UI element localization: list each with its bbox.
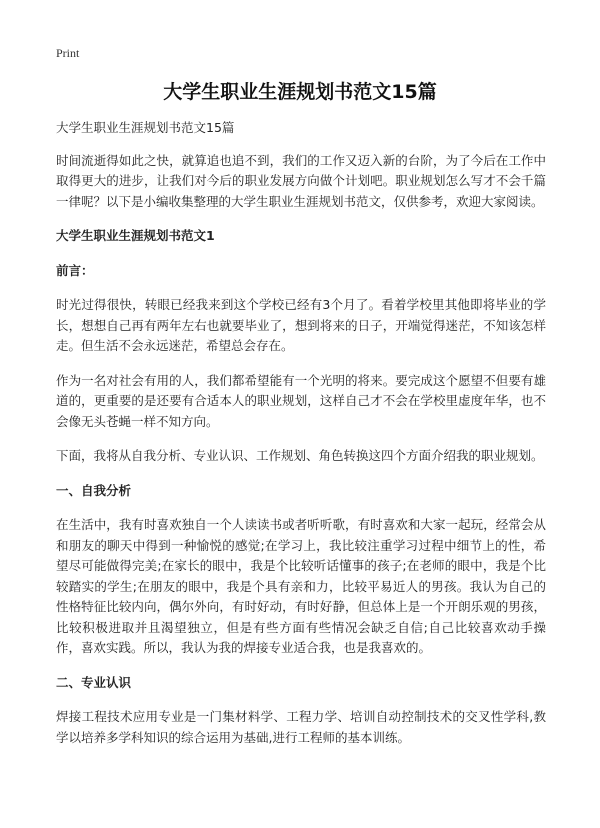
self-analysis-heading: 一、自我分析 bbox=[56, 482, 132, 498]
intro-paragraph: 时间流逝得如此之快，就算追也追不到，我们的工作又迈入新的台阶，为了今后在工作中取得更大的进步，让我们对今后的职业发展方向做个计划吧。职业规划怎么写才不会千篇一律呢？以下是小编收集整理的大学生职业生涯规划书范文，仅供参考，欢迎大家阅读。 bbox=[56, 152, 546, 209]
preface-paragraph-3: 下面，我将从自我分析、专业认识、工作规划、角色转换这四个方面介绍我的职业规划。 bbox=[56, 448, 544, 463]
article-subtitle: 大学生职业生涯规划书范文15篇 bbox=[56, 120, 235, 135]
page-title: 大学生职业生涯规划书范文15篇 bbox=[163, 81, 437, 103]
section-heading-1: 大学生职业生涯规划书范文1 bbox=[56, 228, 215, 243]
article-body bbox=[56, 118, 546, 762]
self-analysis-paragraph: 在生活中，我有时喜欢独自一个人读读书或者听听歌，有时喜欢和大家一起玩，经常会从和朋友的聊天中得到一种愉悦的感觉;在学习上，我比较注重学习过程中细节上的性，希望尽可能做得完美;在家长的眼中，我是个比较听话懂事的孩子;在老师的眼中，我是个比较踏实的学生;在朋友的眼中，我是个具有亲和力，比较平易近人的男孩。我认为自己的性格特征比较内向，偶尔外向，有时好动，有时好静，但总体上是一个开朗乐观的男孩，比较积极进取并且渴望独立，但是有些方面有些情况会缺乏自信;自己比较喜欢动手操作，喜欢实践。所以，我认为我的焊接专业适合我，也是我喜欢的。 bbox=[56, 517, 546, 655]
major-paragraph: 焊接工程技术应用专业是一门集材料学、工程力学、培训自动控制技术的交叉性学科,教学以培养多学科知识的综合运用为基础,进行工程师的基本训练。 bbox=[56, 709, 546, 745]
print-link[interactable]: Print bbox=[56, 46, 80, 60]
major-heading: 二、专业认识 bbox=[56, 674, 132, 690]
preface-paragraph-1: 时光过得很快，转眼已经我来到这个学校已经有3个月了。看着学校里其他即将毕业的学长，想想自己再有两年左右也就要毕业了，想到将来的日子，开端觉得迷茫，不知该怎样走。但生活不会永远迷茫，希望总会存在。 bbox=[56, 297, 546, 353]
preface-paragraph-2: 作为一名对社会有用的人，我们都希望能有一个光明的将来。要完成这个愿望不但要有雄道的，更重要的是还要有合适本人的职业规划，这样自己才不会在学校里虚度年华，也不会像无头苍蝇一样不知方向。 bbox=[56, 372, 546, 429]
preface-heading: 前言： bbox=[56, 262, 94, 278]
